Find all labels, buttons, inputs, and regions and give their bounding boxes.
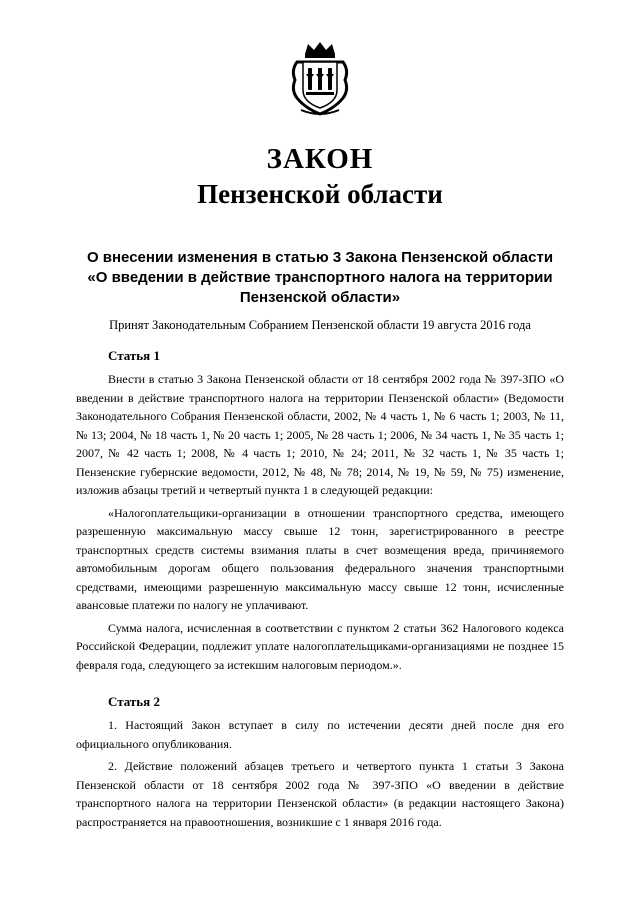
article-2-item-2: 2. Действие положений абзацев третьего и четвертого пункта 1 статьи 3 Закона Пензенской области от 18 сентября 2002 года № 397-ЗПО «О введении в действие транспортного налога на территории Пензенской области» (в редакции настоящего Закона) распространяется на правоотношения, возникшие с 1 января 2016 года. [76,759,564,829]
heading-line: «О введении в действие транспортного налога на территории [87,269,553,286]
article-1-body [76,370,564,674]
law-title: ЗАКОН [266,143,374,175]
law-region: Пензенской области [197,179,443,209]
article-1-intro: Внести в статью 3 Закона Пензенской области от 18 сентября 2002 года № 397-ЗПО «О введении в действие транспортного налога на территории Пензенской области» (Ведомости Законодательного Собрания Пензенской области, 2002, № 4 часть 1, № 6 часть 1; 2003, № 11, № 13; 2004, № 18 часть 1, № 20 часть 1; 2005, № 28 часть 1; 2006, № 34 часть 1, № 35 часть 1; 2007, № 42 часть 1; 2008, № 4 часть 1; 2010, № 24; 2011, № 32 часть 1, № 35 часть 1; Пензенские губернские ведомости, 2012, № 48, № 78; 2014, № 19, № 59, № 75) изменение, изложив абзацы третий и четвертый пункта 1 в следующей редакции: [76,372,564,497]
penza-coat-of-arms-icon [285,40,355,120]
heading-line: О внесении изменения в статью 3 Закона Пензенской области [86,249,554,266]
article-2-title: Статья 2 [108,694,160,709]
article-2-body [76,716,564,831]
adoption-note: Принят Законодательным Собранием Пензенской области 19 августа 2016 года [109,318,531,332]
quoted-paragraph-2: Сумма налога, исчисленная в соответствии с пунктом 2 статьи 362 Налогового кодекса Российской Федерации, подлежит уплате налогоплательщиками-организациями не позднее 15 февраля года, следующего за истекшим налоговым периодом.». [76,620,564,672]
document-heading [70,248,570,308]
quoted-paragraph-1: «Налогоплательщики-организации в отношении транспортного средства, имеющего разрешенную максимальную массу свыше 12 тонн, зарегистрированного в реестре транспортных средств системы взимания платы в счет возмещения вреда, причиняемого автомобильным дорогам общего пользования федерального значения транспортными средствами, имеющими разрешенную максимальную массу свыше 12 тонн, исчисленные авансовые платежи по налогу не уплачивают. [76,505,564,612]
heading-line: Пензенской области» [239,289,401,306]
article-2-item-1: 1. Настоящий Закон вступает в силу по истечении десяти дней после дня его официального опубликования. [76,718,564,751]
article-1-title: Статья 1 [108,348,160,363]
